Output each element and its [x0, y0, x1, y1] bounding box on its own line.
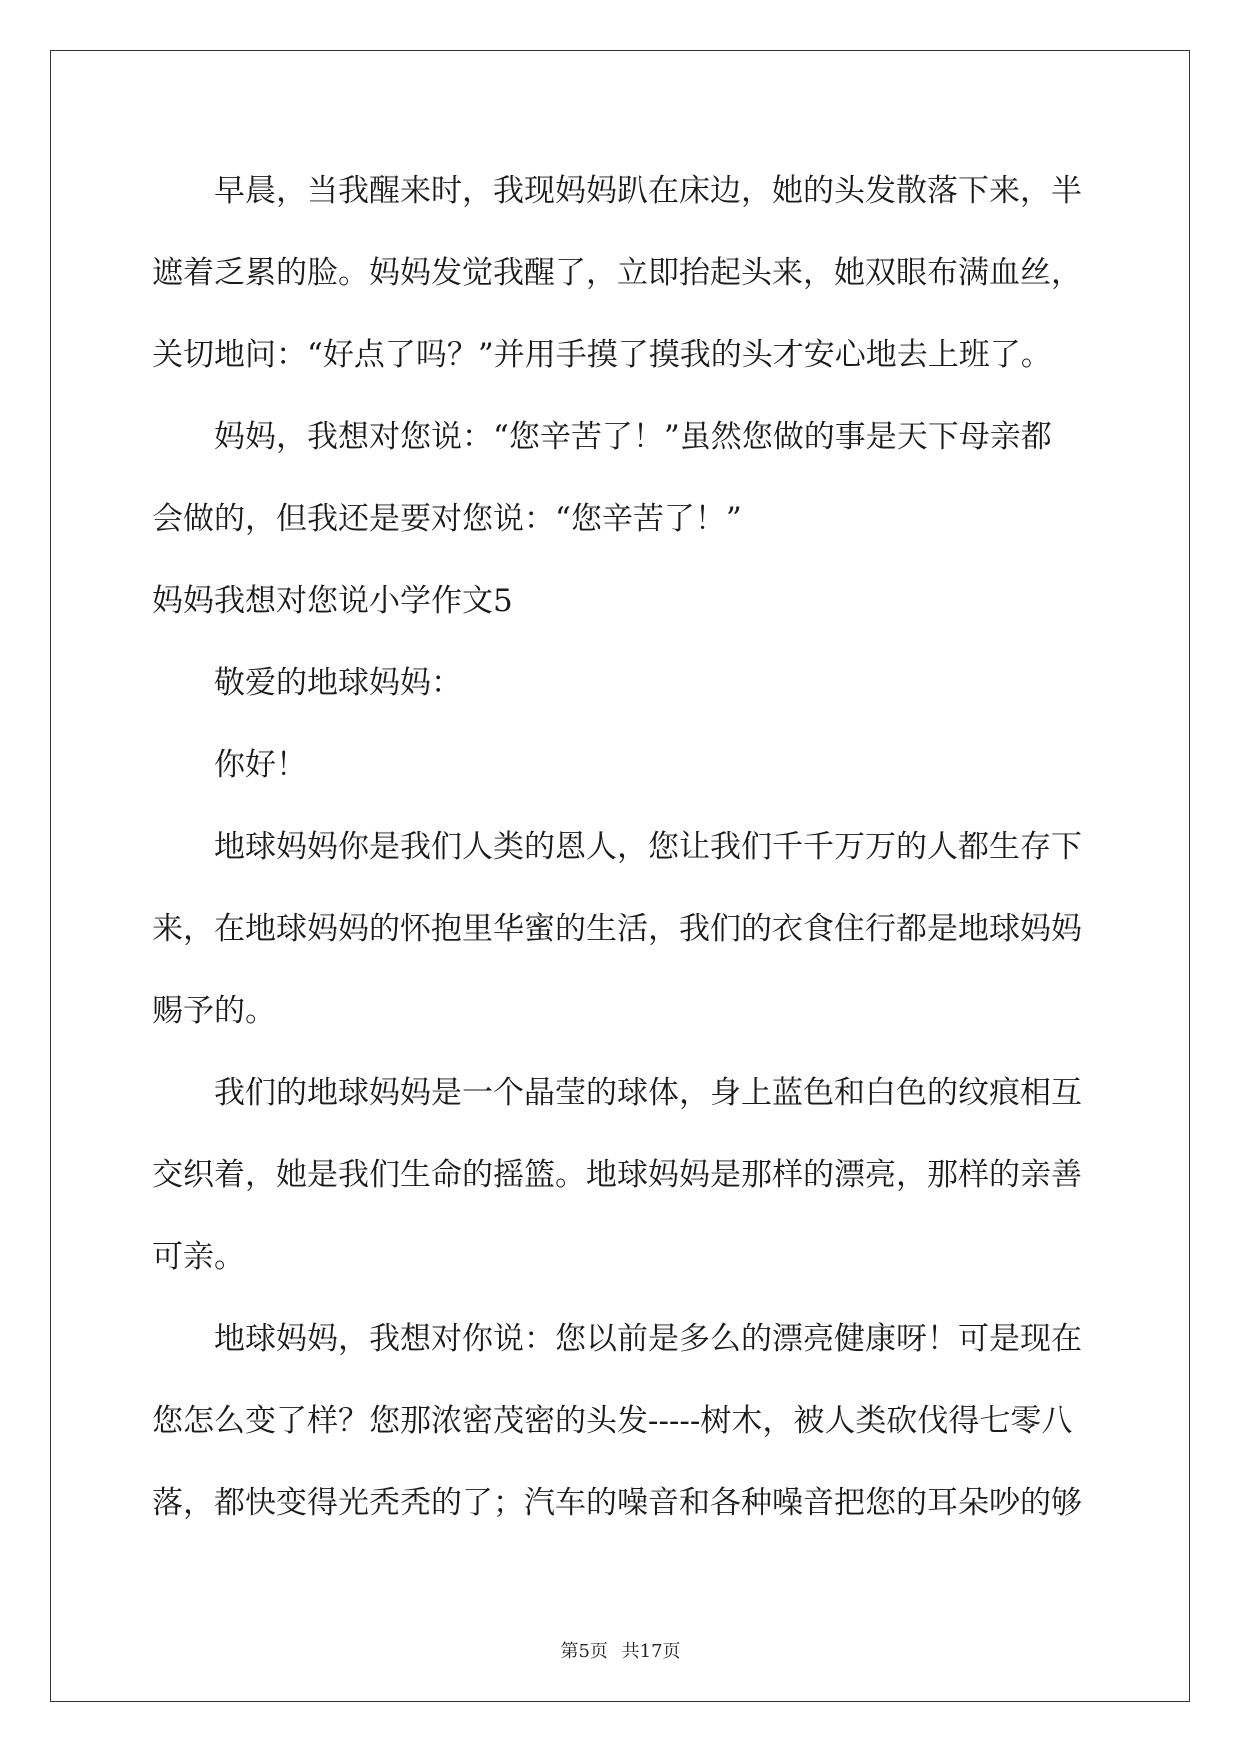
text-line: 我们的地球妈妈是一个晶莹的球体，身上蓝色和白色的纹痕相互 — [214, 1075, 1082, 1111]
text-line: 地球妈妈你是我们人类的恩人，您让我们千千万万的人都生存下 — [214, 829, 1082, 865]
text-line: 您怎么变了样？您那浓密茂密的头发-----树木，被人类砍伐得七零八 — [152, 1403, 1073, 1439]
page-total: 共17页 — [621, 1641, 681, 1662]
text-line: 关切地问：“好点了吗？”并用手摸了摸我的头才安心地去上班了。 — [152, 337, 1052, 373]
text-line: 遮着乏累的脸。妈妈发觉我醒了，立即抬起头来，她双眼布满血丝， — [152, 255, 1082, 291]
text-line: 来，在地球妈妈的怀抱里华蜜的生活，我们的衣食住行都是地球妈妈 — [152, 911, 1082, 947]
text-line: 早晨，当我醒来时，我现妈妈趴在床边，她的头发散落下来，半 — [214, 173, 1082, 209]
text-line: 会做的，但我还是要对您说：“您辛苦了！” — [152, 501, 742, 537]
text-line: 妈妈，我想对您说：“您辛苦了！”虽然您做的事是天下母亲都 — [214, 419, 1052, 455]
text-line: 赐予的。 — [152, 993, 276, 1029]
text-line: 地球妈妈，我想对你说：您以前是多么的漂亮健康呀！可是现在 — [214, 1321, 1082, 1357]
salutation: 敬爱的地球妈妈： — [214, 665, 462, 701]
text-line: 可亲。 — [152, 1239, 245, 1275]
text-line: 交织着，她是我们生命的摇篮。地球妈妈是那样的漂亮，那样的亲善 — [152, 1157, 1082, 1193]
text-line: 落，都快变得光秃秃的了；汽车的噪音和各种噪音把您的耳朵吵的够 — [152, 1485, 1082, 1521]
page-footer — [0, 1637, 1241, 1663]
section-heading: 妈妈我想对您说小学作文5 — [152, 583, 513, 619]
page-number: 第5页 — [560, 1641, 608, 1662]
greeting: 你好！ — [214, 747, 307, 783]
document-body — [152, 160, 1092, 1554]
